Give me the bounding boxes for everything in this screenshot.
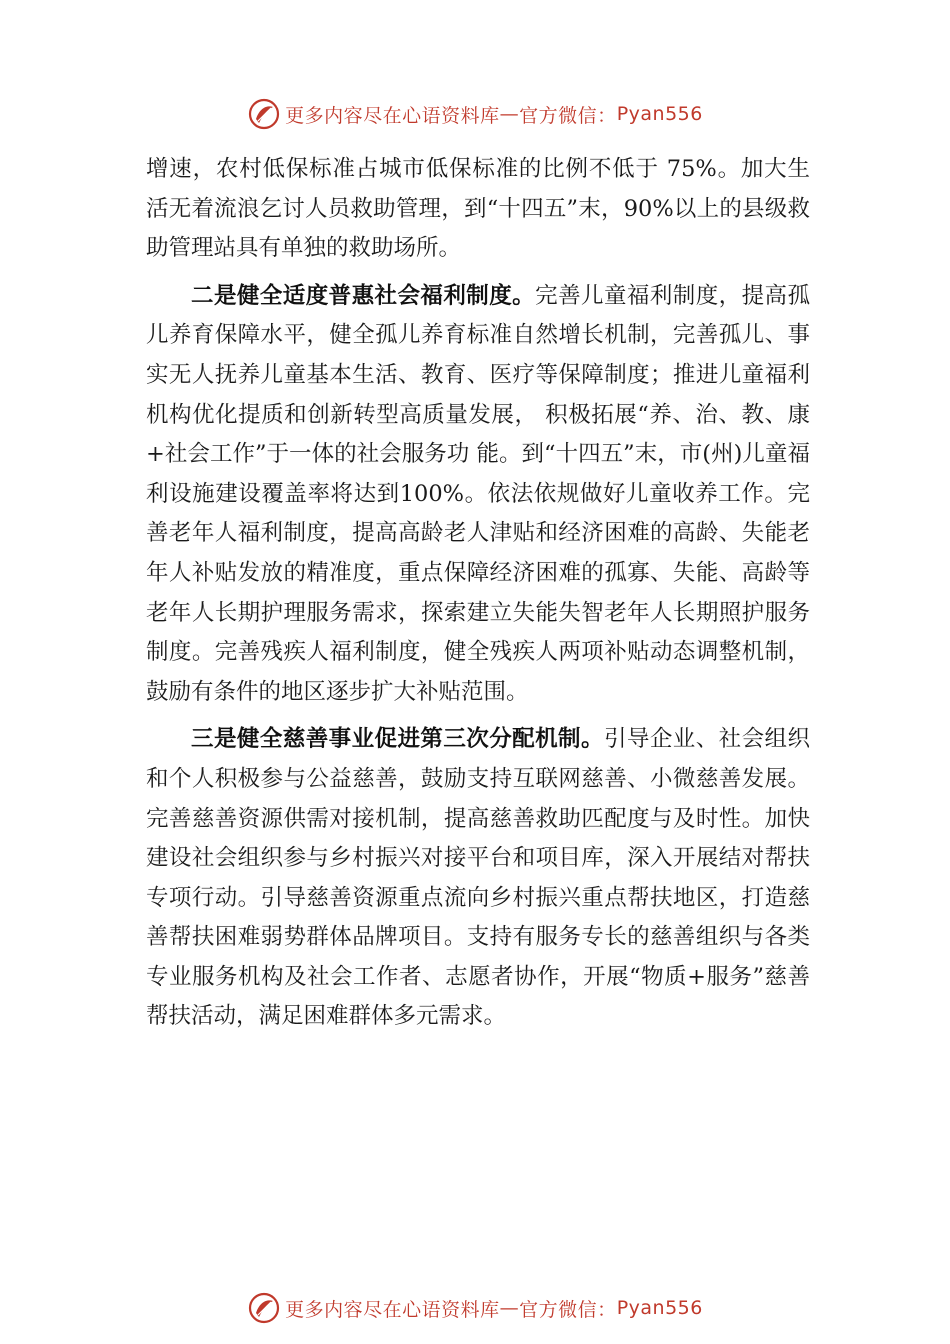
document-body — [146, 150, 810, 1045]
watermark-brand: 更多内容尽在心语资料库 — [285, 1298, 500, 1321]
brand-logo-icon — [247, 97, 281, 131]
footer-watermark — [0, 1288, 950, 1328]
paragraph-continuation — [146, 150, 810, 269]
watermark-wechat-id: Pyan556 — [616, 103, 703, 125]
paragraph-text: 完善儿童福利制度，提高孤儿养育保障水平，健全孤儿养育标准自然增长机制，完善孤儿、事实无人抚养儿童基本生活、教育、医疗等保障制度；推进儿童福利机构优化提质和创新转型高质量发展， 积极拓展“养、治、教、康+社会工作”于一体的社会服务功 能。到“十四五”末，市(州)儿童福利设施建设覆盖率将达到100%。依法依规做好儿童收养工作。完善老年人福利制度，提高高龄老人津贴和经济困难的高龄、失能老年人补贴发放的精准度，重点保障经济困难的孤寡、失能、高龄等老年人长期护理服务需求，探索建立失能失智老年人长期照护服务制度。完善残疾人福利制度，健全残疾人两项补贴动态调整机制，鼓励有条件的地区逐步扩大补贴范围。 — [146, 282, 810, 705]
watermark-dash: — — [499, 103, 520, 125]
paragraph-text: 引导企业、社会组织和个人积极参与公益慈善，鼓励支持互联网慈善、小微慈善发展。完善慈善资源供需对接机制，提高慈善救助匹配度与及时性。加快建设社会组织参与乡村振兴对接平台和项目库，深入开展结对帮扶专项行动。引导慈善资源重点流向乡村振兴重点帮扶地区，打造慈善帮扶困难弱势群体品牌项目。支持有服务专长的慈善组织与各类专业服务机构及社会工作者、志愿者协作，开展“物质+服务”慈善帮扶活动，满足困难群体多元需求。 — [146, 726, 810, 1030]
watermark-wechat-label: 官方微信： — [519, 1298, 617, 1321]
paragraph-text: 增速，农村低保标准占城市低保标准的比例不低于 75%。加大生活无着流浪乞讨人员救助管理，到“十四五”末，90%以上的县级救助管理站具有单独的救助场所。 — [146, 156, 810, 262]
paragraph-charity — [146, 720, 810, 1037]
paragraph-lead: 二是健全适度普惠社会福利制度。 — [191, 282, 536, 309]
watermark-dash: — — [499, 1297, 520, 1319]
watermark-brand: 更多内容尽在心语资料库 — [285, 104, 500, 127]
paragraph-social-welfare — [146, 277, 810, 713]
watermark-wechat-id: Pyan556 — [616, 1297, 703, 1319]
watermark-wechat-label: 官方微信： — [519, 104, 617, 127]
paragraph-lead: 三是健全慈善事业促进第三次分配机制。 — [191, 726, 604, 753]
header-watermark — [0, 94, 950, 134]
brand-logo-icon — [247, 1291, 281, 1325]
